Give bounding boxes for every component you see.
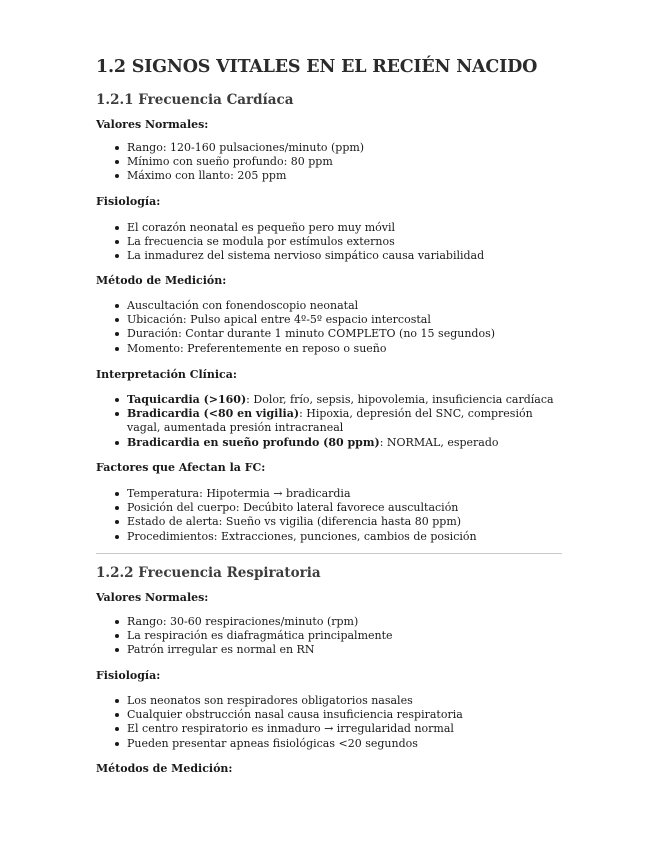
section-divider	[96, 553, 562, 554]
page-title: 1.2 SIGNOS VITALES EN EL RECIÉN NACIDO	[96, 57, 538, 77]
list-item: Posición del cuerpo: Decúbito lateral favorece auscultación	[96, 501, 562, 515]
list-item: Temperatura: Hipotermia → bradicardia	[96, 487, 562, 501]
list-item: Bradicardia (<80 en vigilia): Hipoxia, depresión del SNC, compresión vagal, aumentada presión intracraneal	[96, 407, 562, 435]
list-item: La respiración es diafragmática principalmente	[96, 629, 562, 643]
fc-valores-normales-list	[96, 141, 562, 184]
list-item: Patrón irregular es normal en RN	[96, 643, 562, 657]
list-item: Bradicardia en sueño profundo (80 ppm): NORMAL, esperado	[96, 436, 562, 450]
bradicardia-sueno-term: Bradicardia en sueño profundo (80 ppm)	[127, 435, 380, 449]
list-item: Auscultación con fonendoscopio neonatal	[96, 299, 562, 313]
fr-metodos-medicion-label: Métodos de Medición:	[96, 762, 233, 775]
fr-fisiologia-list	[96, 694, 562, 751]
fc-factores-list	[96, 487, 562, 544]
list-item: Procedimientos: Extracciones, punciones, cambios de posición	[96, 530, 562, 544]
fr-fisiologia-label: Fisiología:	[96, 669, 161, 682]
list-item: Pueden presentar apneas fisiológicas <20 segundos	[96, 737, 562, 751]
list-item: La frecuencia se modula por estímulos externos	[96, 235, 562, 249]
fc-interpretacion-clinica-list	[96, 393, 562, 450]
section-heading-frecuencia-cardiaca: 1.2.1 Frecuencia Cardíaca	[96, 92, 294, 108]
fc-factores-label: Factores que Afectan la FC:	[96, 461, 266, 474]
list-item: El centro respiratorio es inmaduro → irregularidad normal	[96, 722, 562, 736]
list-item: Rango: 120-160 pulsaciones/minuto (ppm)	[96, 141, 562, 155]
list-item: Los neonatos son respiradores obligatorios nasales	[96, 694, 562, 708]
list-item: Taquicardia (>160): Dolor, frío, sepsis, hipovolemia, insuficiencia cardíaca	[96, 393, 562, 407]
list-item: Cualquier obstrucción nasal causa insuficiencia respiratoria	[96, 708, 562, 722]
list-item: Duración: Contar durante 1 minuto COMPLETO (no 15 segundos)	[96, 327, 562, 341]
fc-metodo-medicion-list	[96, 299, 562, 356]
list-item: La inmadurez del sistema nervioso simpático causa variabilidad	[96, 249, 562, 263]
list-item: Momento: Preferentemente en reposo o sueño	[96, 342, 562, 356]
fc-interpretacion-clinica-label: Interpretación Clínica:	[96, 368, 237, 381]
list-item: Rango: 30-60 respiraciones/minuto (rpm)	[96, 615, 562, 629]
bradicardia-vigilia-term: Bradicardia (<80 en vigilia)	[127, 407, 300, 421]
fc-fisiologia-label: Fisiología:	[96, 195, 161, 208]
list-item: Ubicación: Pulso apical entre 4º-5º espacio intercostal	[96, 313, 562, 327]
taquicardia-term: Taquicardia (>160)	[127, 393, 247, 406]
fc-valores-normales-label: Valores Normales:	[96, 118, 209, 131]
section-heading-frecuencia-respiratoria: 1.2.2 Frecuencia Respiratoria	[96, 565, 321, 581]
fc-fisiologia-list	[96, 221, 562, 264]
list-item: Mínimo con sueño profundo: 80 ppm	[96, 155, 562, 169]
list-item: El corazón neonatal es pequeño pero muy móvil	[96, 221, 562, 235]
list-item: Máximo con llanto: 205 ppm	[96, 169, 562, 183]
fc-metodo-medicion-label: Método de Medición:	[96, 274, 227, 287]
fr-valores-normales-list	[96, 615, 562, 658]
fr-valores-normales-label: Valores Normales:	[96, 591, 209, 604]
list-item: Estado de alerta: Sueño vs vigilia (diferencia hasta 80 ppm)	[96, 515, 562, 529]
